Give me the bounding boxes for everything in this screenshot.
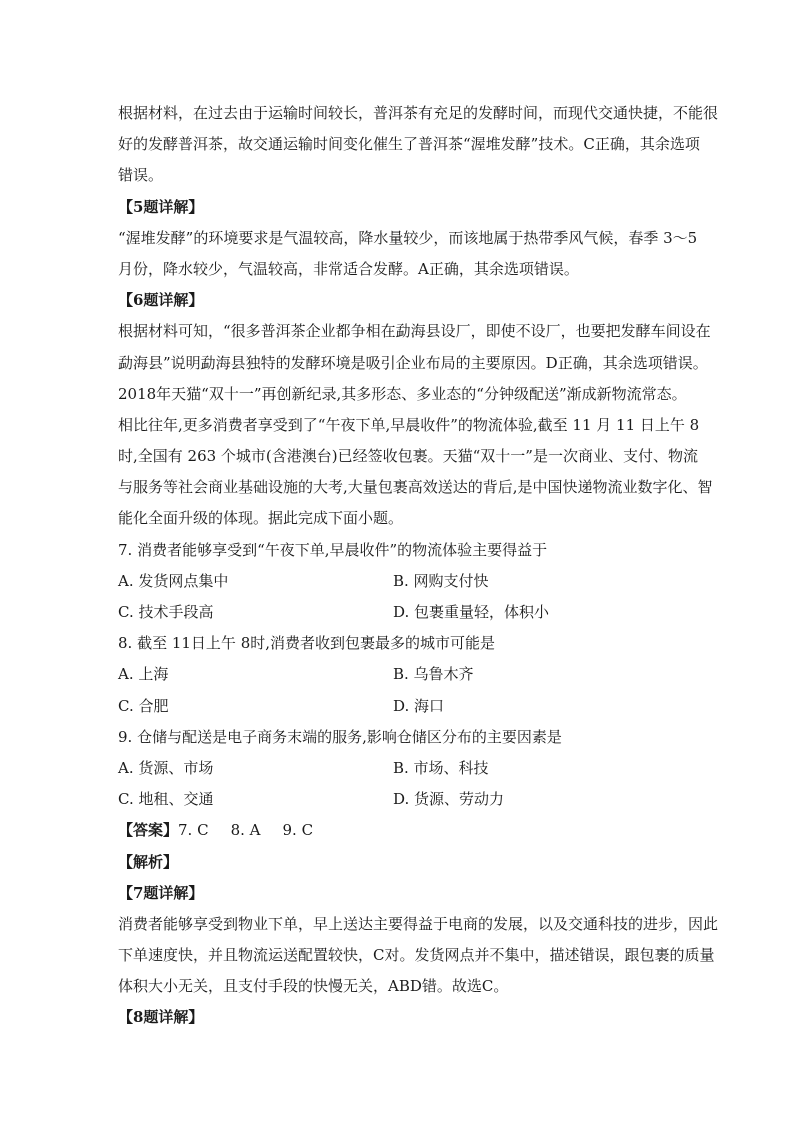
option-8d: D. 海口 bbox=[393, 696, 445, 715]
question-9-options-row bbox=[118, 784, 678, 815]
paragraph-line: 月份，降水较少，气温较高，非常适合发酵。A正确，其余选项错误。 bbox=[118, 259, 579, 278]
q7-detail-heading: 【7题详解】 bbox=[118, 883, 204, 902]
option-8c: C. 合肥 bbox=[118, 696, 169, 715]
document-body bbox=[118, 98, 719, 1034]
question-8-options-row bbox=[118, 691, 678, 722]
option-7a: A. 发货网点集中 bbox=[118, 571, 229, 590]
paragraph-line: “渥堆发酵”的环境要求是气温较高，降水量较少，而该地属于热带季风气候，春季 3～5 bbox=[118, 228, 698, 247]
q5-detail-heading: 【5题详解】 bbox=[118, 197, 204, 216]
paragraph-line: 错误。 bbox=[118, 166, 164, 185]
answer-item: 9. C bbox=[282, 821, 314, 840]
question-7-options-row bbox=[118, 566, 678, 597]
answer-label: 【答案】 bbox=[118, 821, 179, 840]
paragraph-line: 消费者能够享受到物业下单，早上送达主要得益于电商的发展，以及交通科技的进步，因此 bbox=[118, 914, 719, 933]
material-line: 时,全国有 263 个城市(含港澳台)已经签收包裹。天猫“双十一”是一次商业、支付、物流 bbox=[118, 447, 698, 466]
material-line: 能化全面升级的体现。据此完成下面小题。 bbox=[118, 509, 404, 528]
option-7b: B. 网购支付快 bbox=[393, 571, 489, 590]
paragraph-line: 根据材料，在过去由于运输时间较长，普洱茶有充足的发酵时间，而现代交通快捷，不能很 bbox=[118, 104, 719, 122]
option-7d: D. 包裹重量轻，体积小 bbox=[393, 603, 550, 621]
q6-detail-heading: 【6题详解】 bbox=[118, 291, 204, 310]
option-9a: A. 货源、市场 bbox=[118, 758, 214, 777]
paragraph-line: 勐海县”说明勐海县独特的发酵环境是吸引企业布局的主要原因。D正确，其余选项错误。 bbox=[118, 353, 708, 372]
answer-item: 7. C bbox=[178, 821, 209, 840]
paragraph-line: 下单速度快，并且物流运送配置较快，C对。发货网点并不集中，描述错误，跟包裹的质量 bbox=[118, 946, 715, 965]
paragraph-line: 好的发酵普洱茶，故交通运输时间变化催生了普洱茶“渥堆发酵”技术。C正确，其余选项 bbox=[118, 135, 700, 154]
paragraph-line: 根据材料可知，“很多普洱茶企业都争相在勐海县设厂，即使不设厂，也要把发酵车间设在 bbox=[118, 322, 711, 341]
answer-item: 8. A bbox=[230, 821, 261, 840]
option-9b: B. 市场、科技 bbox=[393, 758, 489, 777]
material-line: 与服务等社会商业基础设施的大考,大量包裹高效送达的背后,是中国快递物流业数字化、智 bbox=[118, 478, 713, 497]
material-line: 2018年天猫“双十一”再创新纪录,其多形态、多业态的“分钟级配送”渐成新物流常态。 bbox=[118, 384, 687, 403]
option-8b: B. 乌鲁木齐 bbox=[393, 665, 474, 684]
answer-row bbox=[118, 815, 678, 846]
question-9-options-row bbox=[118, 753, 678, 784]
option-9c: C. 地租、交通 bbox=[118, 790, 214, 809]
question-9-stem: 9. 仓储与配送是电子商务末端的服务,影响仓储区分布的主要因素是 bbox=[118, 727, 562, 746]
question-7-options-row bbox=[118, 597, 678, 628]
q8-detail-heading: 【8题详解】 bbox=[118, 1008, 204, 1027]
option-7c: C. 技术手段高 bbox=[118, 603, 214, 621]
option-8a: A. 上海 bbox=[118, 665, 169, 684]
question-8-options-row bbox=[118, 659, 678, 690]
analysis-heading: 【解析】 bbox=[118, 852, 179, 871]
paragraph-line: 体积大小无关，且支付手段的快慢无关，ABD错。故选C。 bbox=[118, 977, 509, 996]
material-line: 相比往年,更多消费者享受到了“午夜下单,早晨收件”的物流体验,截至 11 月 11 日上午 8 bbox=[118, 415, 700, 434]
question-7-stem: 7. 消费者能够享受到“午夜下单,早晨收件”的物流体验主要得益于 bbox=[118, 540, 548, 559]
question-8-stem: 8. 截至 11日上午 8时,消费者收到包裹最多的城市可能是 bbox=[118, 634, 496, 653]
option-9d: D. 货源、劳动力 bbox=[393, 790, 505, 809]
